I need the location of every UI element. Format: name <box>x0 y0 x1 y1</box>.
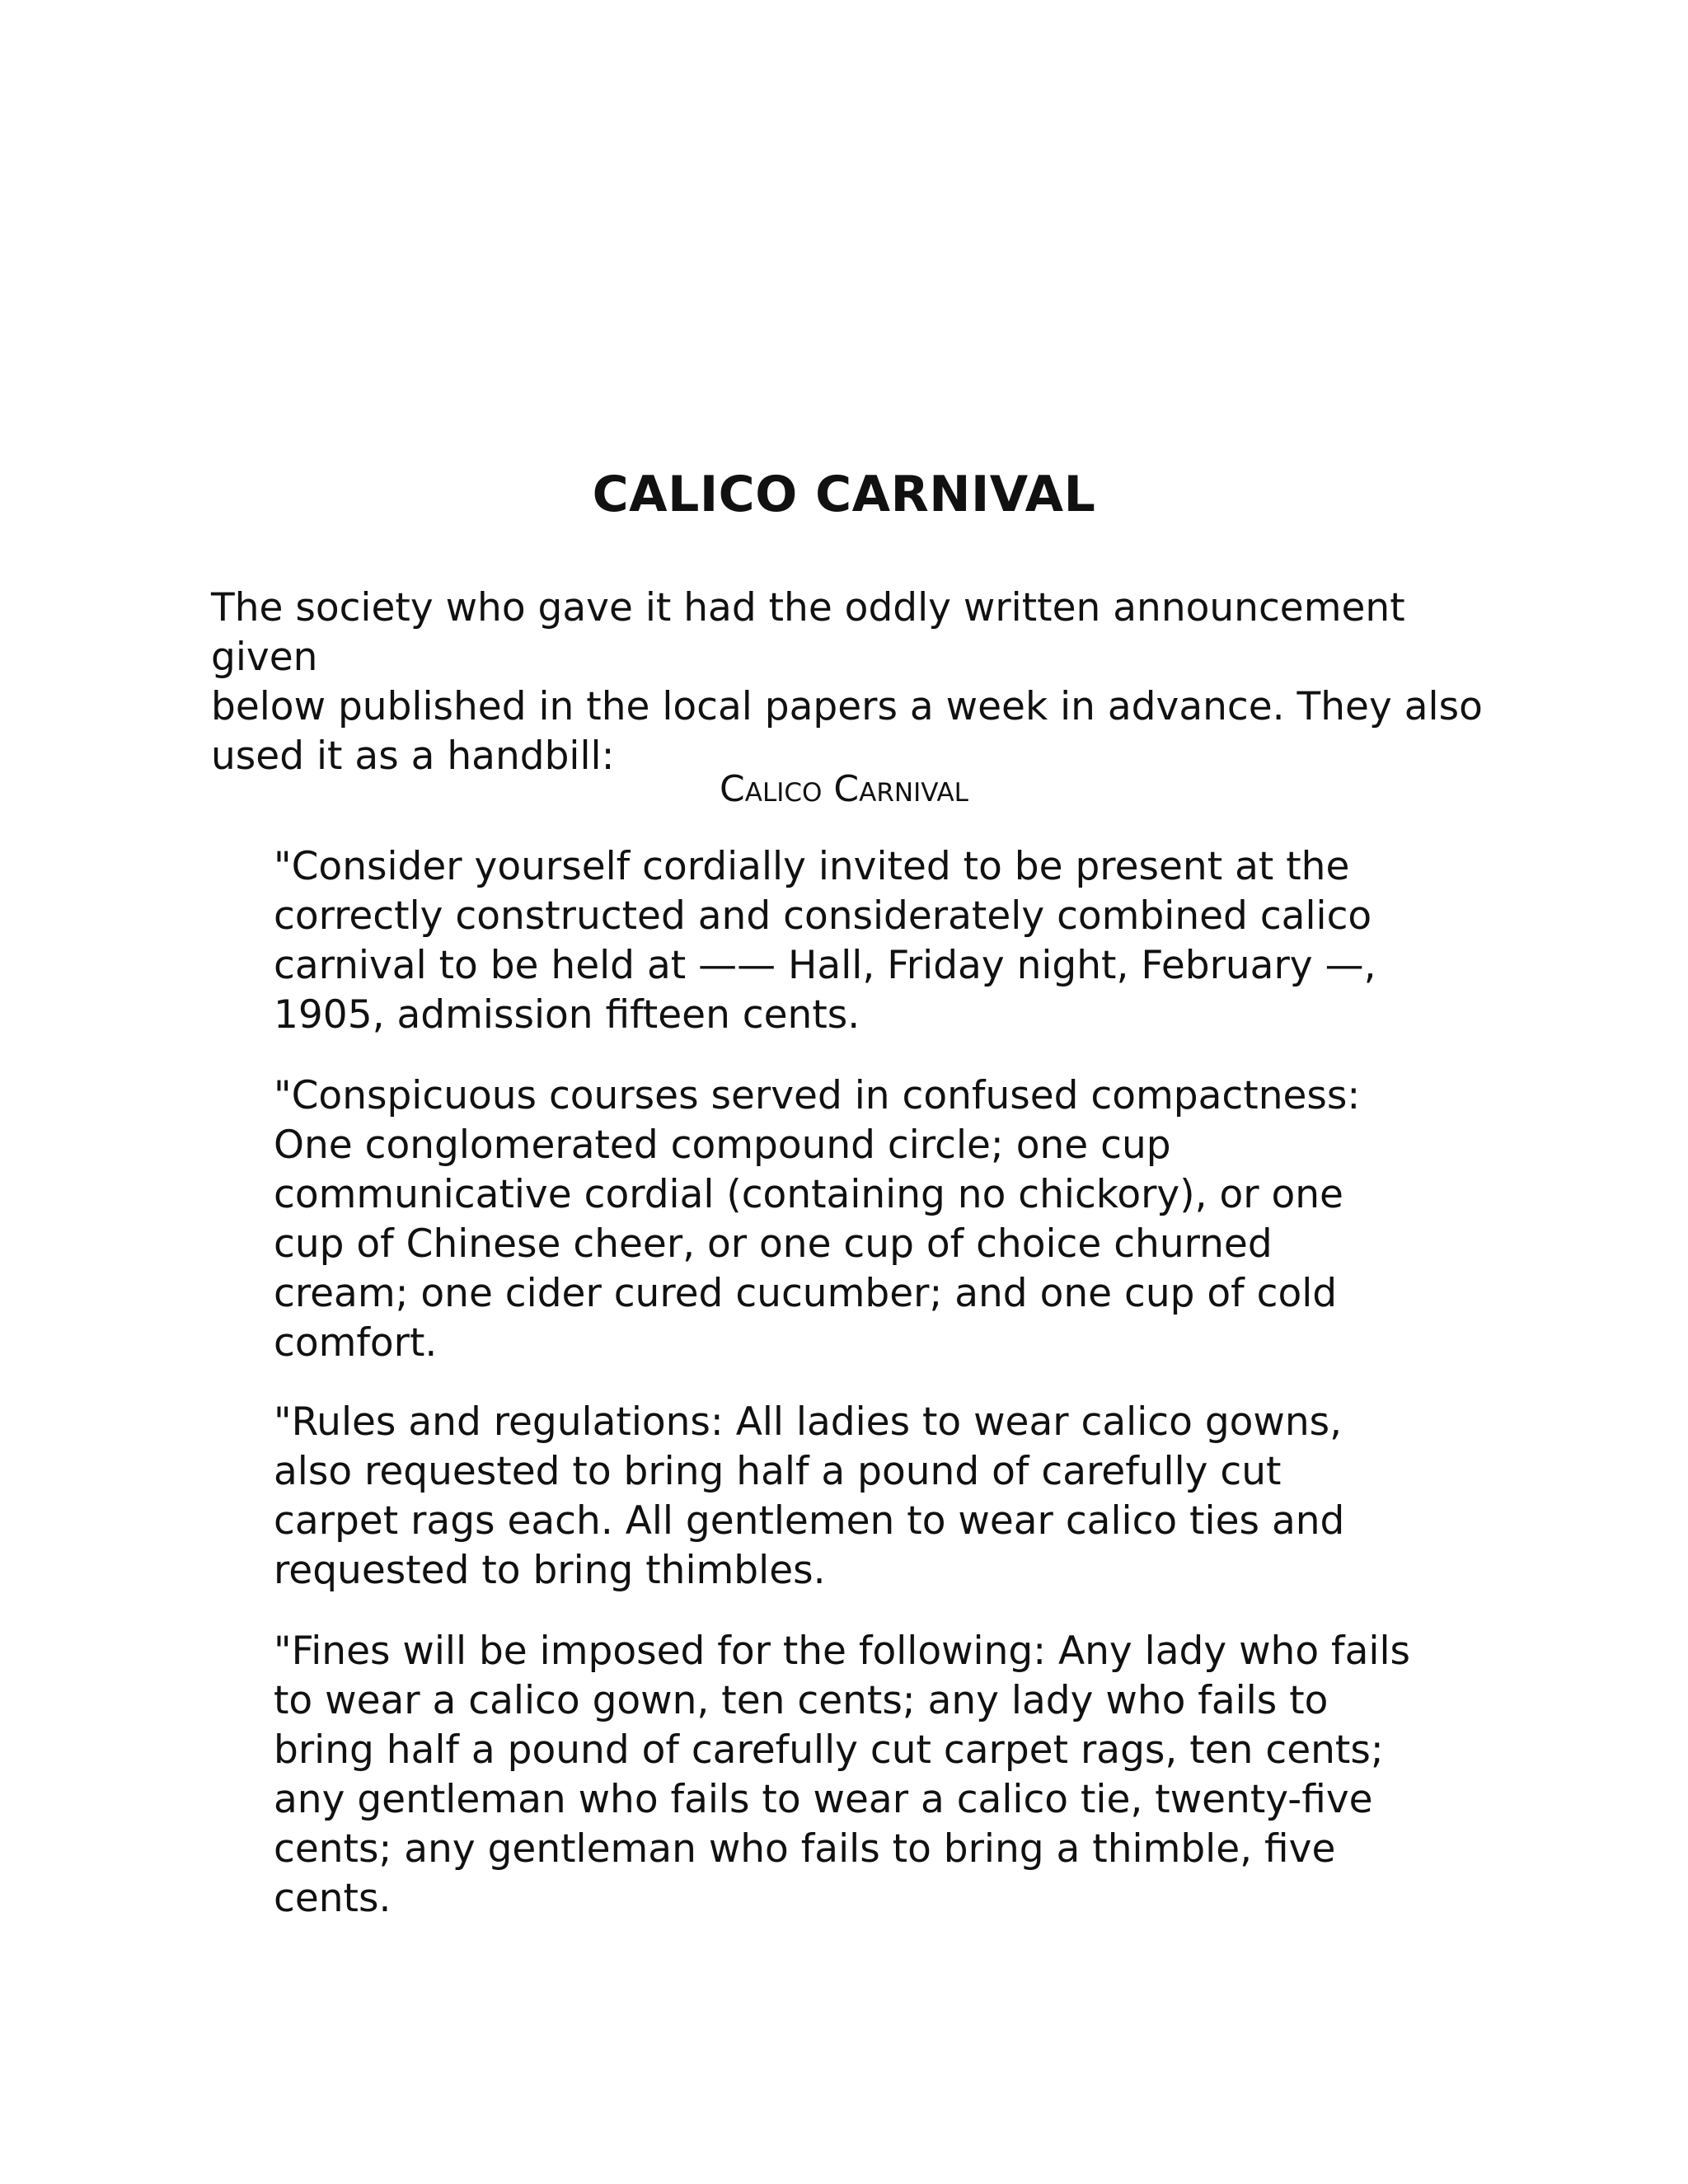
fines-paragraph <box>274 1627 1444 1924</box>
intro-line: below published in the local papers a week in advance. They also <box>211 684 1483 729</box>
paragraph-line: communicative cordial (containing no chickory), or one <box>274 1172 1343 1217</box>
courses-paragraph <box>274 1071 1444 1368</box>
intro-line: used it as a handbill: <box>211 733 615 779</box>
paragraph-line: cents; any gentleman who fails to bring a thimble, five <box>274 1826 1336 1872</box>
paragraph-line: cup of Chinese cheer, or one cup of choice churned <box>274 1221 1273 1267</box>
paragraph-line: "Conspicuous courses served in confused compactness: <box>274 1073 1361 1118</box>
paragraph-line: "Fines will be imposed for the following: Any lady who fails <box>274 1629 1410 1674</box>
handbill-heading: Calico Carnival <box>720 768 968 810</box>
paragraph-line: to wear a calico gown, ten cents; any lady who fails to <box>274 1678 1329 1723</box>
paragraph-line: carnival to be held at —— Hall, Friday night, February —, <box>274 943 1376 988</box>
paragraph-line: any gentleman who fails to wear a calico tie, twenty-five <box>274 1777 1373 1822</box>
paragraph-line: 1905, admission fifteen cents. <box>274 992 860 1038</box>
paragraph-line: "Consider yourself cordially invited to be present at the <box>274 844 1350 889</box>
intro-paragraph <box>211 583 1497 781</box>
rules-paragraph <box>274 1398 1444 1596</box>
paragraph-line: bring half a pound of carefully cut carpet rags, ten cents; <box>274 1727 1384 1773</box>
invitation-paragraph <box>274 842 1444 1040</box>
paragraph-line: One conglomerated compound circle; one cup <box>274 1122 1171 1168</box>
page-title: CALICO CARNIVAL <box>592 466 1096 523</box>
paragraph-line: carpet rags each. All gentlemen to wear calico ties and <box>274 1498 1345 1544</box>
paragraph-line: requested to bring thimbles. <box>274 1548 826 1593</box>
intro-line: The society who gave it had the oddly written announcement given <box>211 585 1405 680</box>
paragraph-line: correctly constructed and considerately combined calico <box>274 893 1372 939</box>
paragraph-line: cents. <box>274 1876 392 1921</box>
paragraph-line: "Rules and regulations: All ladies to wear calico gowns, <box>274 1399 1343 1445</box>
paragraph-line: also requested to bring half a pound of carefully cut <box>274 1449 1282 1494</box>
paragraph-line: cream; one cider cured cucumber; and one cup of cold <box>274 1271 1338 1316</box>
paragraph-line: comfort. <box>274 1320 438 1366</box>
